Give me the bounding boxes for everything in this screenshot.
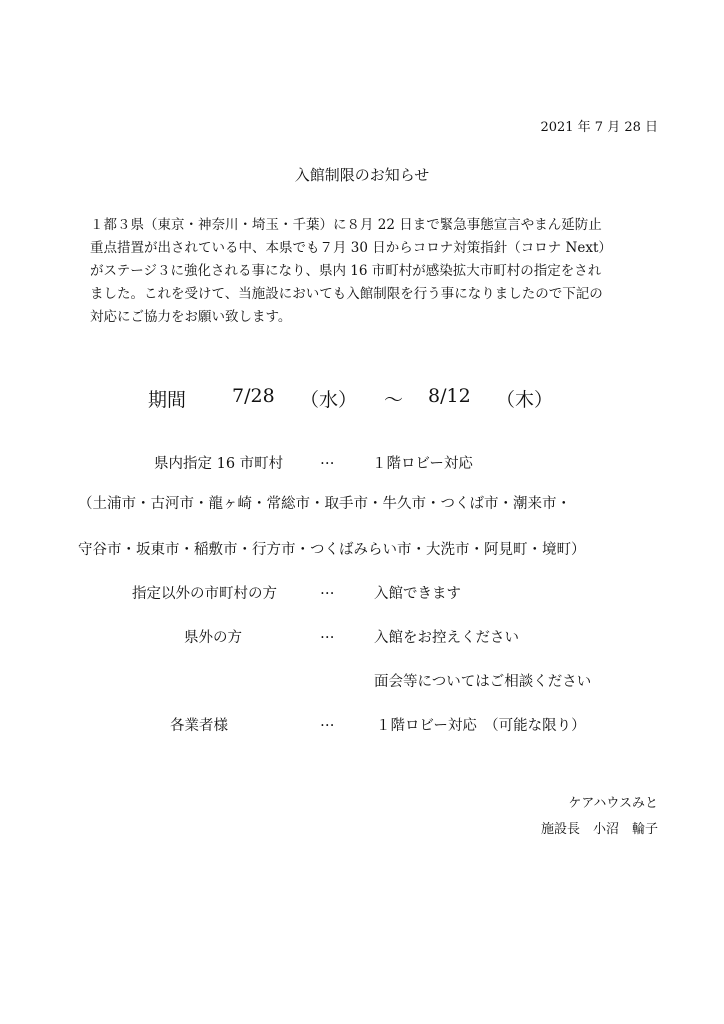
row-value: 入館できます (374, 586, 461, 602)
period-start-date: 7/28 (232, 385, 275, 407)
row-label: 各業者様 (170, 718, 228, 734)
row-label: 県内指定 16 市町村 (154, 456, 284, 472)
document-date: 2021 年 7 月 28 日 (540, 120, 658, 135)
director-name: 施設長 小沼 輪子 (540, 822, 658, 837)
row-dots: … (320, 452, 335, 468)
body-line: １都３県（東京・神奈川・埼玉・千葉）に８月 22 日まで緊急事態宣言やまん延防止 (90, 217, 602, 233)
row-dots: … (320, 582, 335, 598)
row-value: 入館をお控えください (374, 630, 519, 646)
body-line: 対応にご協力をお願い致します。 (90, 309, 292, 325)
row-value: 面会等についてはご相談ください (374, 674, 592, 690)
period-tilde: ～ (384, 389, 404, 411)
document-title: 入館制限のお知らせ (294, 166, 430, 184)
city-list-line: 守谷市・坂東市・稲敷市・行方市・つくばみらい市・大洗市・阿見町・境町） (78, 542, 586, 558)
notice-body (90, 214, 650, 329)
row-dots: … (320, 714, 335, 730)
row-label: 県外の方 (184, 630, 242, 646)
facility-name: ケアハウスみと (568, 796, 658, 811)
body-line: 重点措置が出されている中、本県でも７月 30 日からコロナ対策指針（コロナ Next） (90, 240, 612, 256)
period-end-day: （木） (496, 389, 554, 411)
period-start-day: （水） (300, 389, 358, 411)
city-list-line: （土浦市・古河市・龍ヶ崎・常総市・取手市・牛久市・つくば市・潮来市・ (78, 496, 571, 512)
row-label: 指定以外の市町村の方 (132, 586, 277, 602)
row-value: １階ロビー対応 (372, 456, 473, 472)
body-line: がステージ３に強化される事になり、県内 16 市町村が感染拡大市町村の指定をされ (90, 263, 602, 279)
body-line: ました。これを受けて、当施設においても入館制限を行う事になりましたので下記の (90, 286, 603, 302)
period-end-date: 8/12 (428, 385, 471, 407)
row-value: １階ロビー対応 （可能な限り） (376, 718, 586, 734)
row-dots: … (320, 626, 335, 642)
period-label: 期間 (148, 389, 187, 411)
